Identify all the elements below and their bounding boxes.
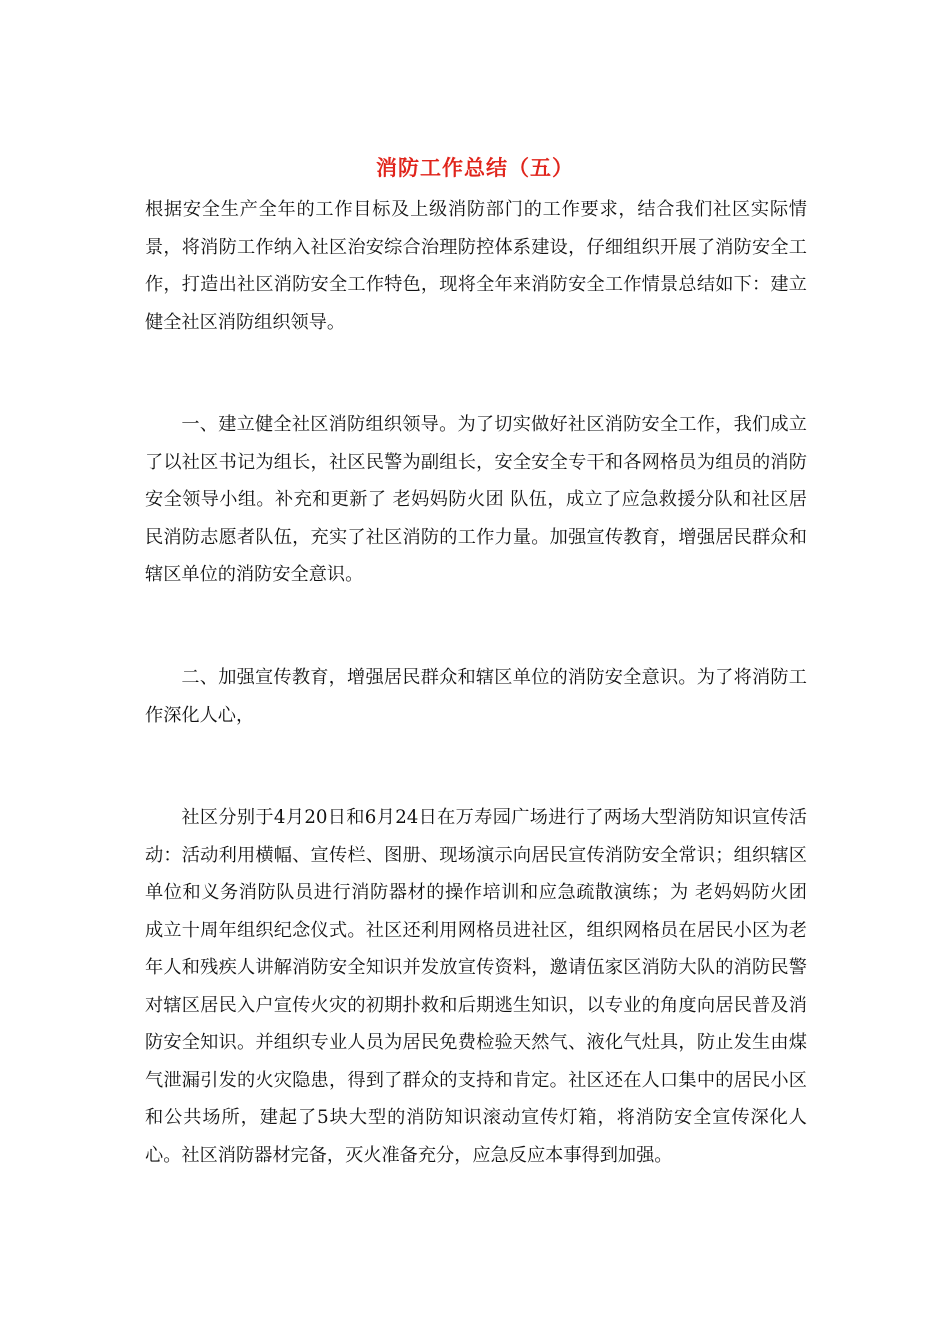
intro-paragraph: 根据安全生产全年的工作目标及上级消防部门的工作要求，结合我们社区实际情景，将消防工作纳入社区治安综合治理防控体系建设，仔细组织开展了消防安全工作，打造出社区消防安全工作特色，现将全年来消防安全工作情景总结如下：建立健全社区消防组织领导。 (145, 199, 807, 333)
activities-paragraph: 社区分别于4月20日和6月24日在万寿园广场进行了两场大型消防知识宣传活动：活动利用横幅、宣传栏、图册、现场演示向居民宣传消防安全常识；组织辖区单位和义务消防队员进行消防器材的操作培训和应急疏散演练；为 老妈妈防火团 成立十周年组织纪念仪式。社区还利用网格员进社区，组织网格员在居民小区为老年人和残疾人讲解消防安全知识并发放宣传资料，邀请伍家区消防大队的消防民警对辖区居民入户宣传火灾的初期扑救和后期逃生知识，以专业的角度向居民普及消防安全知识。并组织专业人员为居民免费检验天然气、液化气灶具，防止发生由煤气泄漏引发的火灾隐患，得到了群众的支持和肯定。社区还在人口集中的居民小区和公共场所，建起了5块大型的消防知识滚动宣传灯箱，将消防安全宣传深化人心。社区消防器材完备，灭火准备充分，应急反应本事得到加强。 (145, 807, 807, 1166)
section-one-paragraph: 一、建立健全社区消防组织领导。为了切实做好社区消防安全工作，我们成立了以社区书记为组长，社区民警为副组长，安全安全专干和各网格员为组员的消防安全领导小组。补充和更新了 老妈妈防火团 队伍，成立了应急救援分队和社区居民消防志愿者队伍，充实了社区消防的工作力量。加强宣传教育，增强居民群众和辖区单位的消防安全意识。 (145, 414, 807, 585)
document-title: 消防工作总结（五） (376, 155, 574, 180)
section-two-paragraph: 二、加强宣传教育，增强居民群众和辖区单位的消防安全意识。为了将消防工作深化人心， (145, 667, 807, 726)
